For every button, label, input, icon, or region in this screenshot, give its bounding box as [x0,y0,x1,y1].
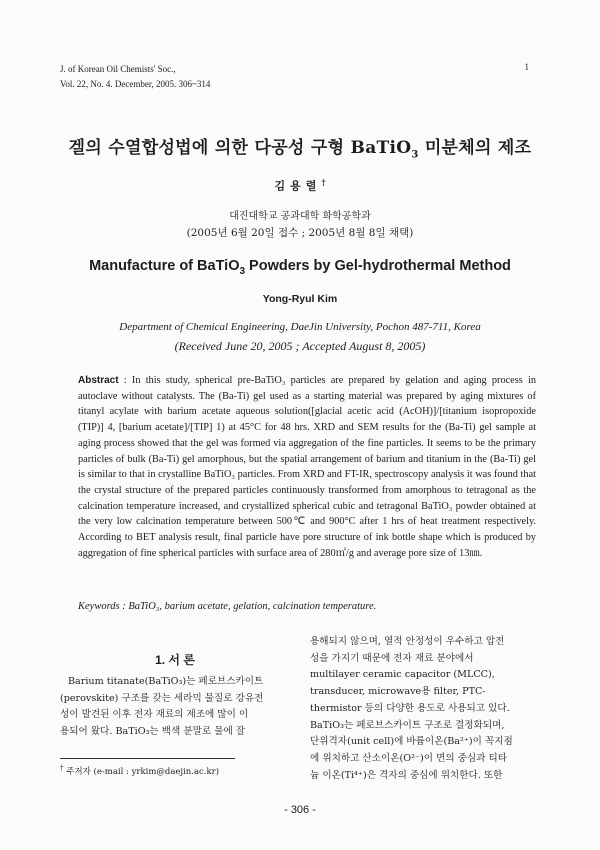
korean-title-part: 미분체의 제조 [418,138,532,158]
body-line: 성을 가지기 때문에 전자 재료 분야에서 [310,652,474,664]
english-title-part: Powders by Gel-hydrothermal Method [245,258,511,274]
author-dagger: † [321,177,326,187]
journal-volume: Vol. 22, No. 4. December, 2005. 306~314 [60,79,211,89]
journal-citation [60,62,210,92]
body-column-left [60,674,290,741]
abstract [78,373,536,561]
body-line: multilayer ceramic capacitor (MLCC), [310,669,495,681]
footer-page-number: - 306 - [284,804,316,816]
english-author: Yong-Ryul Kim [262,293,338,305]
korean-title [0,133,600,160]
section-heading: 1. 서 론 [155,653,195,667]
korean-affiliation: 대진대학교 공과대학 화학공학과 [229,211,371,222]
body-line: 성이 발견된 이후 전자 재료의 제조에 많이 이 [60,709,249,721]
abstract-text: : In this study, spherical pre-BaTiO₃ particles are prepared by gelation and aging process in autoclave without catalysts. The (Ba-Ti) gel used as a starting material was prepared by aging mixtures of titanyl acylate with barium acetate aqueous solution([glacial acetic acid (AcOH)]/[titanium isopropoxide (TIP)] 4, [barium acetate]/[TIP] 1) at 45°C for 48 hrs. XRD and SEM results for the (Ba-Ti) gel sample at aging process showed that the gel was formed via aggregation of the fine particles. It seems to be the primary particles of bulk (Ba-Ti) gel amorphous, but the spatial arrangement of barium and titanium in the (Ba-Ti) gel is similar to that in crystalline BaTiO₃ particles. From XRD and FT-IR, spectroscopy analysis it was found that the crystal structure of the prepared particles continuously transformed from amorphous to tetragonal as the calcination temperature increased, and crystallized spherical cubic and tetragonal BaTiO₃ powder obtained at the very low calcination temperature between 500℃ and 900°C after 1 hrs of heat treatment respectively. According to BET analysis result, final particle have pore structure of ink bottle shape which is produced by aggregation of fine spherical particles with surface area of 280㎡/g and average pore size of 13㎚. [78,375,536,559]
abstract-label: Abstract [78,375,119,386]
footnote-dagger: † [60,764,64,772]
footnote [60,764,219,777]
english-affiliation: Department of Chemical Engineering, DaeJin University, Pochon 487-711, Korea [119,321,481,333]
footnote-text: 주저자 (e-mail : yrkim@daejin.ac.kr) [66,766,220,777]
body-line: 늄 이온(Ti⁴⁺)은 격자의 중심에 위치한다. 또한 [310,769,503,781]
body-line: (perovskite) 구조를 갖는 세라믹 물질로 강유전 [60,692,264,704]
korean-author-name: 김용렬 [274,179,322,193]
body-line: 단위격자(unit cell)에 바륨이온(Ba²⁺)이 꼭지점 [310,736,513,748]
english-title-subscript: 3 [239,265,246,277]
header-page-number: 1 [524,62,529,72]
korean-author [0,177,600,194]
body-line: 용해되지 않으며, 열적 안정성이 우수하고 압전 [310,636,505,647]
korean-title-part: 겔의 수열합성법에 의한 다공성 구형 BaTiO [68,138,412,158]
body-line: transducer, microwave용 filter, PTC- [310,686,486,698]
english-title-part: Manufacture of BaTiO [89,258,240,274]
body-line: 에 위치하고 산소이온(O²⁻)이 면의 중심과 티타 [310,752,508,764]
korean-dates: (2005년 6월 20일 접수 ; 2005년 8월 8일 채택) [186,227,414,239]
korean-title-subscript: 3 [411,149,419,161]
footnote-rule [60,758,235,759]
english-dates: (Received June 20, 2005 ; Accepted August 8, 2005) [174,339,426,353]
body-line: Barium titanate(BaTiO₃)는 페로브스카이트 [68,676,264,687]
keywords: Keywords : BaTiO₃, barium acetate, gelation, calcination temperature. [78,601,377,612]
body-line: thermistor 등의 다양한 용도로 사용되고 있다. [310,702,510,714]
body-line: 용되어 왔다. BaTiO₃는 백색 분말로 물에 잘 [60,726,246,738]
body-line: BaTiO₃는 페로브스카이트 구조로 결정화되며, [310,719,505,731]
journal-name: J. of Korean Oil Chemists' Soc., [60,64,176,74]
english-title [0,258,600,277]
body-column-right [310,634,540,784]
